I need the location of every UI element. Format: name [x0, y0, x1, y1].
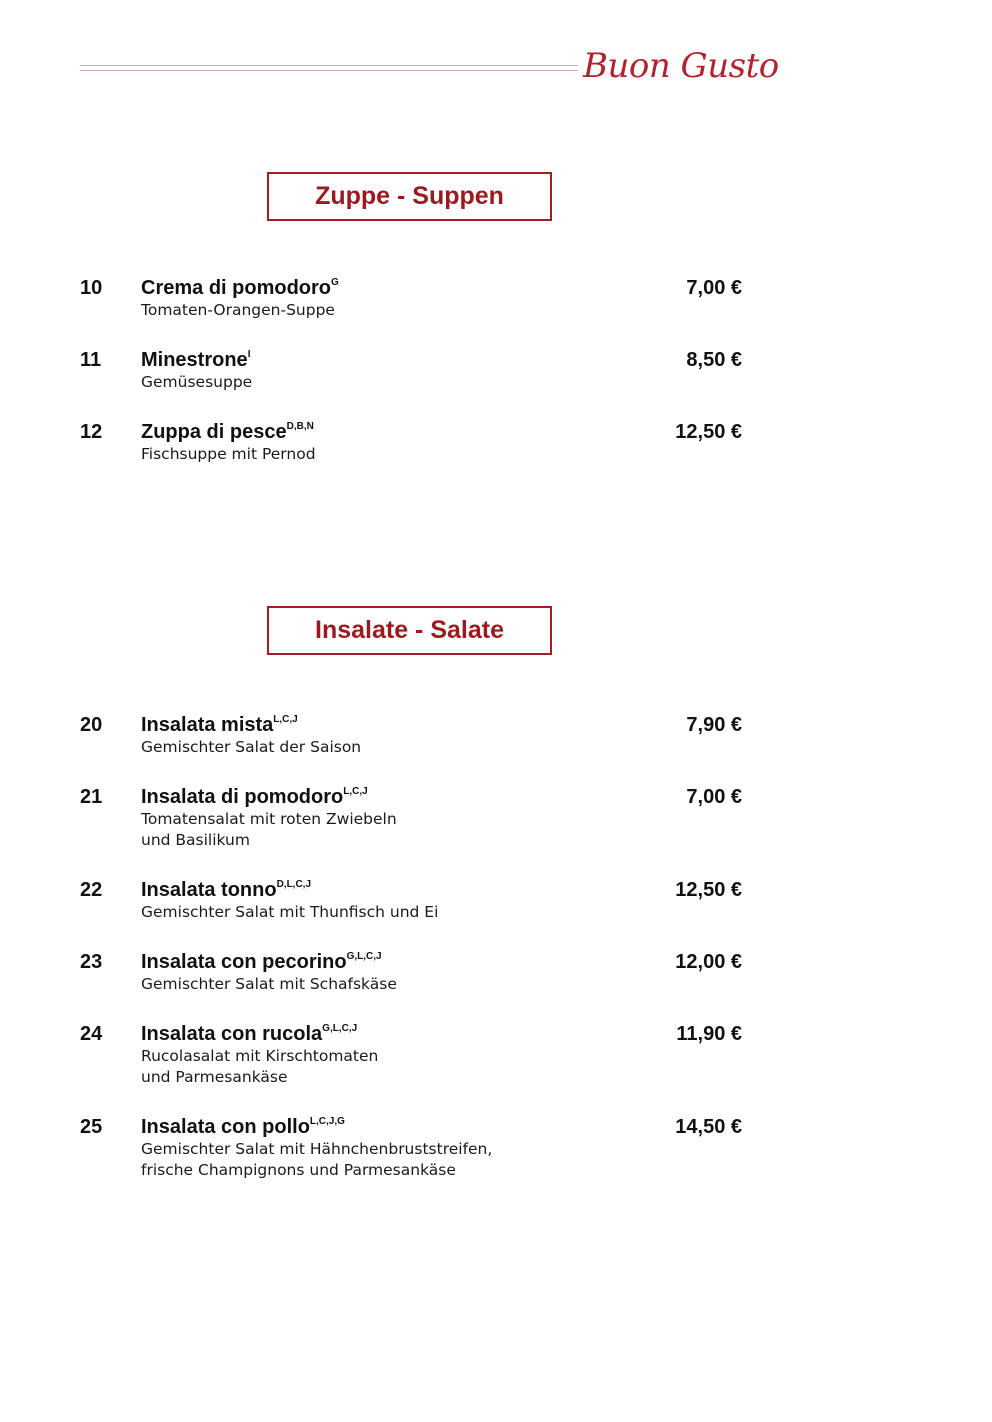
item-price: 7,00 €	[686, 277, 742, 299]
header-line	[80, 65, 578, 66]
item-price: 12,00 €	[675, 951, 742, 973]
item-price: 11,90 €	[676, 1023, 742, 1045]
item-name: Insalata mista$^{L,C,J}$	[141, 714, 298, 736]
item-description: Rucolasalat mit Kirschtomaten und Parmesankäse	[141, 1047, 379, 1086]
allergen-codes: G,L,C,J	[322, 1023, 358, 1034]
header-decorative-lines	[80, 65, 578, 73]
item-price: 7,00 €	[686, 786, 742, 808]
item-price: 14,50 €	[675, 1116, 742, 1138]
item-name: Insalata con pollo$^{L,C,J,G}$	[141, 1116, 345, 1138]
item-number: 22	[80, 879, 103, 901]
item-description: Gemüsesuppe	[141, 373, 253, 391]
item-name: Insalata tonno$^{D,L,C,J}$	[141, 879, 312, 901]
item-price: 12,50 €	[675, 421, 742, 443]
item-name: Minestrone$^I$	[141, 349, 251, 371]
allergen-codes: L,C,J	[273, 714, 298, 725]
allergen-codes: L,C,J	[343, 786, 368, 797]
item-description: Gemischter Salat der Saison	[141, 738, 362, 756]
item-price: 12,50 €	[675, 879, 742, 901]
section-title-suppen: Zuppe - Suppen	[267, 172, 552, 221]
item-description: Gemischter Salat mit Thunfisch und Ei	[141, 903, 439, 921]
item-description: Tomaten-Orangen-Suppe	[141, 301, 335, 319]
item-number: 11	[80, 349, 102, 371]
section-title-salate: Insalate - Salate	[267, 606, 552, 655]
allergen-codes: D,L,C,J	[276, 879, 312, 890]
item-number: 24	[80, 1023, 103, 1045]
item-name: Insalata con rucola$^{G,L,C,J}$	[141, 1023, 358, 1045]
item-name: Zuppa di pesce$^{D,B,N}$	[141, 421, 314, 443]
item-name: Insalata con pecorino$^{G,L,C,J}$	[141, 951, 382, 973]
item-price: 7,90 €	[686, 714, 742, 736]
item-price: 8,50 €	[686, 349, 742, 371]
allergen-codes: L,C,J,G	[309, 1116, 345, 1127]
item-description: Gemischter Salat mit Hähnchenbruststreifen, frische Champignons und Parmesankäse	[141, 1140, 493, 1179]
item-number: 20	[80, 714, 103, 736]
item-number: 23	[80, 951, 103, 973]
header-line	[80, 70, 578, 71]
item-description: Fischsuppe mit Pernod	[141, 445, 316, 463]
item-name: Crema di pomodoro$^G$	[141, 277, 339, 299]
allergen-codes: G,L,C,J	[346, 951, 382, 962]
allergen-codes: I	[247, 349, 251, 360]
allergen-codes: G	[331, 277, 339, 288]
item-description: Tomatensalat mit roten Zwiebeln und Basilikum	[141, 810, 397, 849]
item-number: 25	[80, 1116, 103, 1138]
brand-logo: Buon Gusto	[583, 46, 779, 86]
item-number: 10	[80, 277, 103, 299]
item-name: Insalata di pomodoro$^{L,C,J}$	[141, 786, 368, 808]
allergen-codes: D,B,N	[286, 421, 314, 432]
page-header	[80, 40, 779, 96]
item-description: Gemischter Salat mit Schafskäse	[141, 975, 397, 993]
item-number: 21	[80, 786, 103, 808]
item-number: 12	[80, 421, 103, 443]
